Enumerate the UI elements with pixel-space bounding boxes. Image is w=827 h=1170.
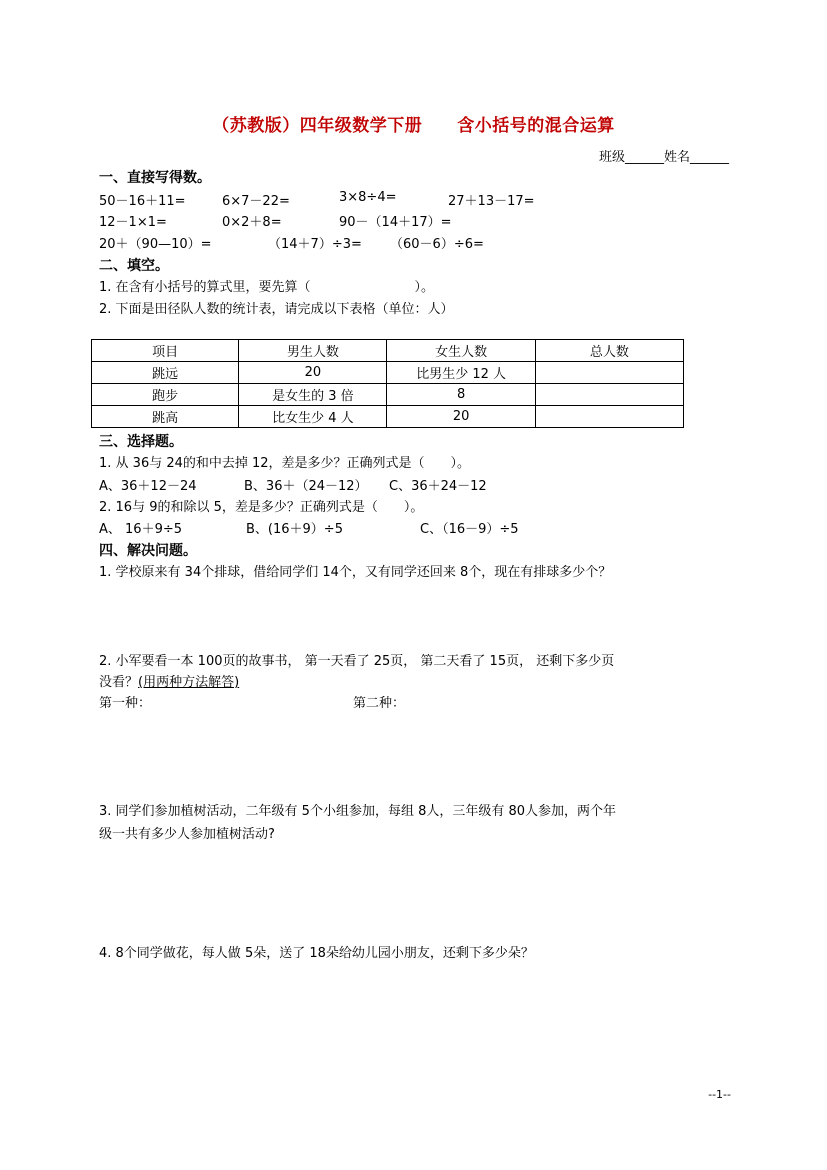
table-cell: 跳高 bbox=[92, 406, 239, 428]
section4-heading: 四、解决问题。 bbox=[99, 543, 197, 559]
table-header: 项目 bbox=[92, 340, 239, 362]
calc-item: 50－16＋11= bbox=[99, 194, 186, 209]
calc-item: （60－6）÷6= bbox=[390, 237, 484, 252]
choice-option[interactable]: B、(16＋9）÷5 bbox=[246, 522, 343, 537]
table-header: 总人数 bbox=[535, 340, 683, 362]
table-cell-blank[interactable] bbox=[535, 384, 683, 406]
method-hint: (用两种方法解答) bbox=[138, 675, 240, 690]
table-cell: 跳远 bbox=[92, 362, 239, 384]
table-cell: 8 bbox=[387, 384, 535, 406]
table-cell: 是女生的 3 倍 bbox=[239, 384, 387, 406]
stats-table bbox=[91, 339, 684, 428]
table-row bbox=[92, 406, 684, 428]
calc-item: 12－1×1= bbox=[99, 215, 167, 230]
method-2-label: 第二种： bbox=[353, 696, 406, 711]
table-cell: 比男生少 12 人 bbox=[387, 362, 535, 384]
calc-item: 20＋（90—10）= bbox=[99, 237, 212, 252]
page-number: --1-- bbox=[708, 1088, 731, 1101]
class-name-line: 班级______姓名______ bbox=[598, 150, 729, 165]
method-1-label: 第一种： bbox=[99, 696, 152, 711]
word-problem-2-tail: 没看？ bbox=[99, 675, 139, 690]
section2-heading: 二、填空。 bbox=[99, 258, 169, 274]
calc-item: 3×8÷4= bbox=[339, 190, 397, 205]
calc-item: 90－（14＋17）= bbox=[339, 215, 452, 230]
calc-item: 6×7－22= bbox=[222, 194, 290, 209]
calc-item: 0×2＋8= bbox=[222, 215, 282, 230]
calc-item: （14＋7）÷3= bbox=[268, 237, 362, 252]
table-cell-blank[interactable] bbox=[535, 362, 683, 384]
choice-option[interactable]: B、36＋（24－12） bbox=[244, 479, 368, 494]
table-header: 男生人数 bbox=[239, 340, 387, 362]
table-row bbox=[92, 362, 684, 384]
section1-heading: 一、直接写得数。 bbox=[99, 170, 211, 186]
table-cell-blank[interactable] bbox=[535, 406, 683, 428]
choice-option[interactable]: A、 16＋9÷5 bbox=[99, 522, 183, 537]
section3-heading: 三、选择题。 bbox=[99, 434, 183, 450]
table-header: 女生人数 bbox=[387, 340, 535, 362]
fill-question-1: 1. 在含有小括号的算式里，要先算（ ）。 bbox=[99, 280, 435, 295]
table-cell: 跑步 bbox=[92, 384, 239, 406]
word-problem-3-cont: 级一共有多少人参加植树活动? bbox=[99, 827, 275, 842]
word-problem-2: 2. 小军要看一本 100页的故事书， 第一天看了 25页， 第二天看了 15页， 还剩下多少页 bbox=[99, 654, 615, 669]
word-problem-1: 1. 学校原来有 34个排球，借给同学们 14个，又有同学还回来 8个，现在有排球多少个？ bbox=[99, 565, 612, 580]
choice-option[interactable]: C、36＋24－12 bbox=[389, 479, 487, 494]
page-title: （苏教版）四年级数学下册 含小括号的混合运算 bbox=[212, 116, 615, 136]
table-cell: 20 bbox=[387, 406, 535, 428]
fill-question-2: 2. 下面是田径队人数的统计表，请完成以下表格（单位：人） bbox=[99, 302, 454, 317]
choice-question-2: 2. 16与 9的和除以 5，差是多少？正确列式是（ ）。 bbox=[99, 500, 424, 515]
word-problem-3: 3. 同学们参加植树活动，二年级有 5个小组参加，每组 8人，三年级有 80人参加，两个年 bbox=[99, 804, 617, 819]
calc-item: 27＋13－17= bbox=[448, 194, 535, 209]
table-header-row bbox=[92, 340, 684, 362]
table-cell: 比女生少 4 人 bbox=[239, 406, 387, 428]
word-problem-4: 4. 8个同学做花，每人做 5朵，送了 18朵给幼儿园小朋友，还剩下多少朵？ bbox=[99, 946, 534, 961]
choice-option[interactable]: A、36＋12－24 bbox=[99, 479, 197, 494]
choice-option[interactable]: C、（16－9）÷5 bbox=[420, 522, 519, 537]
table-row bbox=[92, 384, 684, 406]
word-problem-2-cont bbox=[99, 671, 239, 690]
table-cell: 20 bbox=[239, 362, 387, 384]
choice-question-1: 1. 从 36与 24的和中去掉 12，差是多少？正确列式是（ ）。 bbox=[99, 456, 471, 471]
